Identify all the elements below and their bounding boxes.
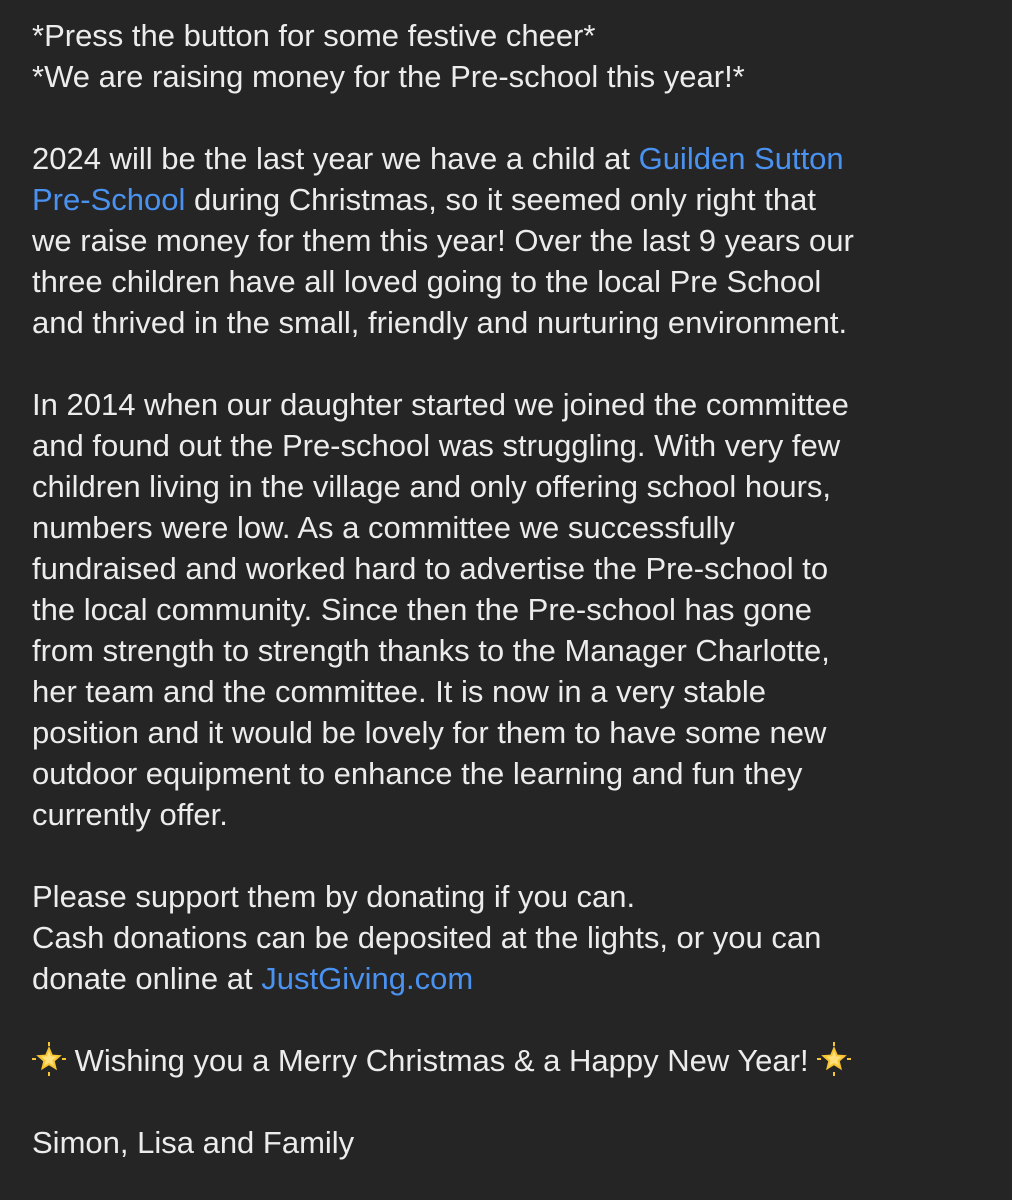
justgiving-link[interactable]: JustGiving.com	[261, 961, 474, 996]
glowing-star-icon	[817, 1042, 851, 1076]
para2-line: from strength to strength thanks to the Manager Charlotte,	[32, 633, 830, 668]
para2-line: position and it would be lovely for them to have some new	[32, 715, 827, 750]
para1-text: during Christmas, so it seemed only right that	[185, 182, 816, 217]
para2-line: fundraised and worked hard to advertise the Pre-school to	[32, 551, 829, 586]
para1-line-4: three children have all loved going to the local Pre School	[32, 264, 822, 299]
para2-line: currently offer.	[32, 797, 228, 832]
para1-line-1	[32, 138, 992, 179]
spacer	[32, 343, 992, 384]
para1-line-5: and thrived in the small, friendly and nurturing environment.	[32, 305, 848, 340]
para3-text: donate online at	[32, 961, 262, 996]
greeting-line	[32, 1040, 992, 1081]
spacer	[32, 97, 992, 138]
para1-line-2	[32, 179, 992, 220]
header-line-1: *Press the button for some festive cheer*	[32, 18, 596, 53]
para2-line: In 2014 when our daughter started we joined the committee	[32, 387, 849, 422]
para2-line: numbers were low. As a committee we successfully	[32, 510, 735, 545]
para2-line: her team and the committee. It is now in a very stable	[32, 674, 767, 709]
para3-line-2: Cash donations can be deposited at the lights, or you can	[32, 920, 822, 955]
para3-line-3	[32, 958, 992, 999]
header-line-2: *We are raising money for the Pre-school this year!*	[32, 59, 745, 94]
para2-line: outdoor equipment to enhance the learning and fun they	[32, 756, 803, 791]
para3-line-1: Please support them by donating if you can.	[32, 879, 636, 914]
spacer	[32, 1081, 992, 1122]
para2-line: children living in the village and only offering school hours,	[32, 469, 832, 504]
signoff: Simon, Lisa and Family	[32, 1125, 355, 1160]
para1-text: 2024 will be the last year we have a child at	[32, 141, 639, 176]
spacer	[32, 835, 992, 876]
greeting-text: Wishing you a Merry Christmas & a Happy New Year!	[66, 1043, 818, 1078]
guilden-sutton-link[interactable]: Guilden Sutton	[638, 141, 844, 176]
glowing-star-icon	[32, 1042, 66, 1076]
para2-line: the local community. Since then the Pre-school has gone	[32, 592, 813, 627]
spacer	[32, 999, 992, 1040]
para1-line-3: we raise money for them this year! Over the last 9 years our	[32, 223, 854, 258]
pre-school-link[interactable]: Pre-School	[32, 182, 186, 217]
para2-line: and found out the Pre-school was struggling. With very few	[32, 428, 841, 463]
